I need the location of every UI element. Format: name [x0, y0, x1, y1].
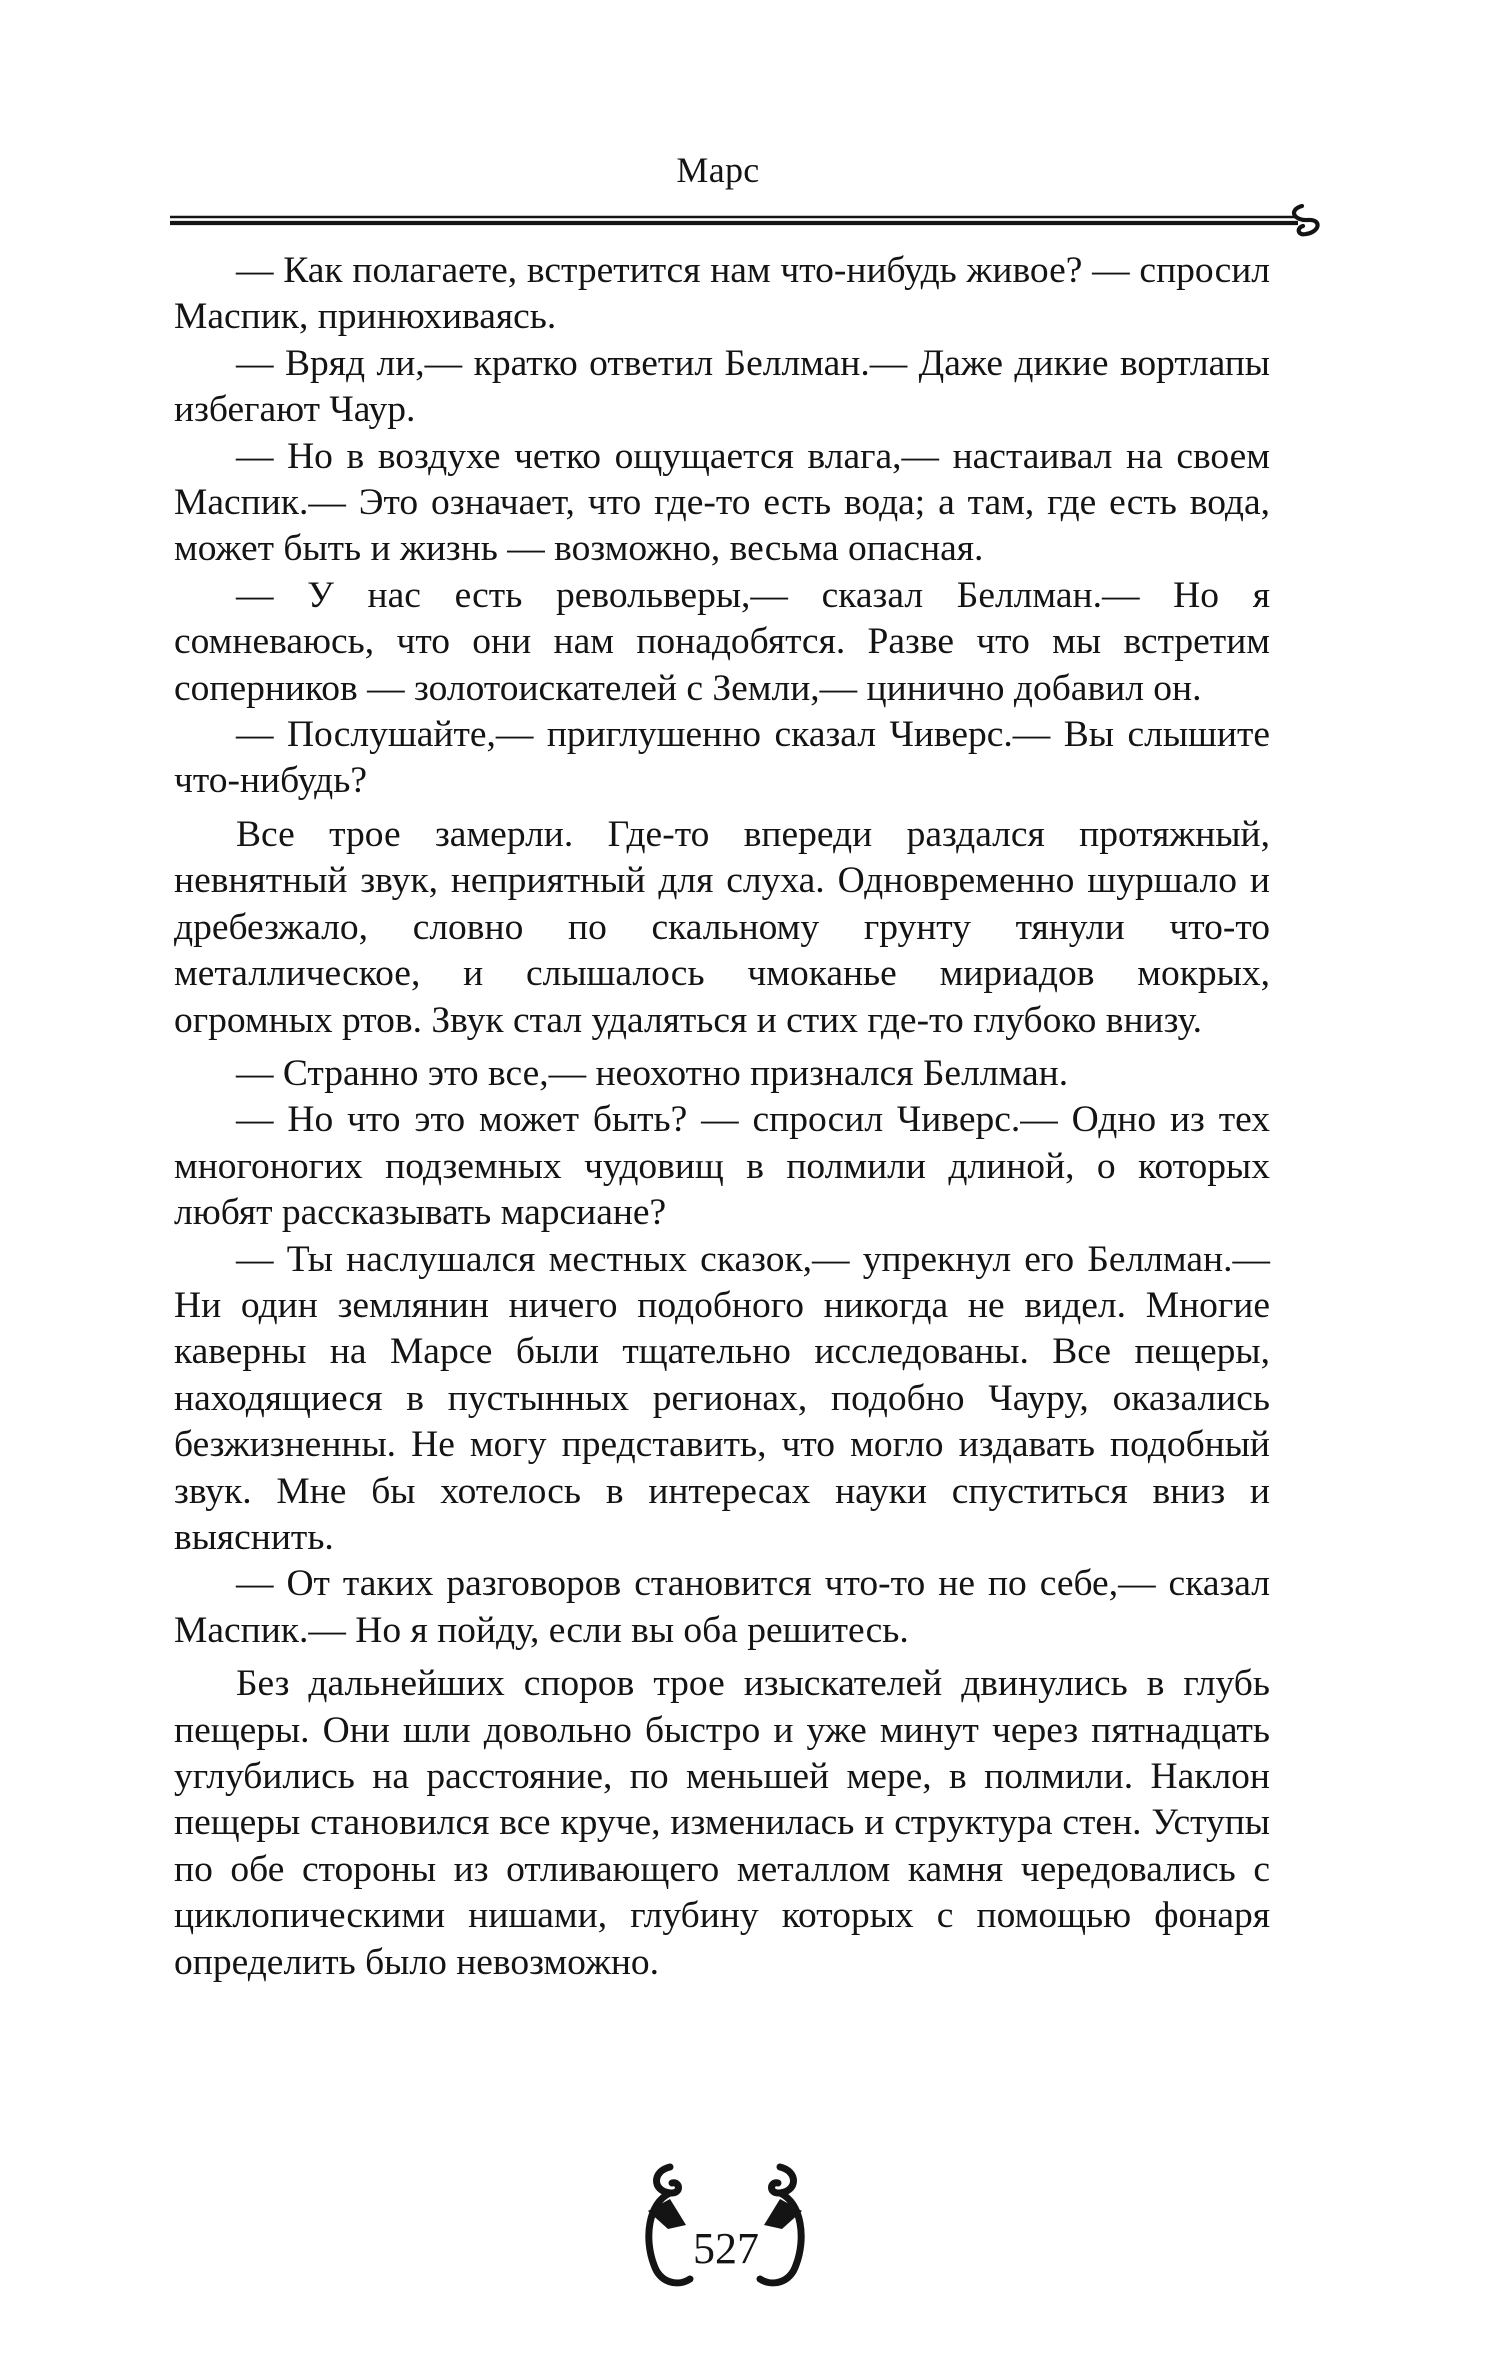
running-title: Марс	[676, 150, 760, 190]
paragraph: — Странно это все,— неохотно признался Беллман.	[236, 1052, 1069, 1094]
body-text	[174, 248, 1270, 1986]
paragraph: — Но в воздухе четко ощущается влага,— настаивал на своем Маспик.— Это означает, что где-то есть вода; а там, где есть вода, может быть и жизнь — возможно, весьма опасная.	[174, 435, 1270, 570]
page-number: 527	[693, 2224, 759, 2273]
paragraph: — Но что это может быть? — спросил Чиверс.— Одно из тех многоногих подземных чудовищ в полмили длиной, о которых любят рассказывать марсиане?	[174, 1099, 1270, 1234]
paragraph: — От таких разговоров становится что-то не по себе,— сказал Маспик.— Но я пойду, если вы оба решитесь.	[174, 1563, 1270, 1651]
paragraph: — У нас есть револьверы,— сказал Беллман.— Но я сомневаюсь, что они нам понадобятся. Разве что мы встретим соперников — золотоискателей с Земли,— цинично добавил он.	[174, 574, 1270, 709]
paragraph: — Вряд ли,— кратко ответил Беллман.— Даже дикие вортлапы избегают Чаур.	[174, 342, 1270, 431]
header-rule-ornament	[170, 204, 1342, 240]
paragraph: Без дальнейших споров трое изыскателей двинулись в глубь пещеры. Они шли довольно быстро и уже минут через пятнадцать углубились на расстояние, по меньшей мере, в полмили. Наклон пещеры становился все круче, изменилась и структура стен. Уступы по обе стороны из отливающего металлом камня чередовались с циклопическими нишами, глубину которых с помощью фонаря определить было невозможно.	[174, 1663, 1270, 1983]
paragraph: — Послушайте,— приглушенно сказал Чиверс.— Вы слышите что-нибудь?	[174, 714, 1270, 802]
paragraph: Все трое замерли. Где-то впереди раздался протяжный, невнятный звук, неприятный для слуха. Одновременно шуршало и дребезжало, словно по скальному грунту тянули что-то металлическое, и слышалось чмоканье мириадов мокрых, огромных ртов. Звук стал удаляться и стих где-то глубоко внизу.	[174, 813, 1270, 1041]
paragraph: — Как полагаете, встретится нам что-нибудь живое? — спросил Маспик, принюхиваясь.	[174, 250, 1270, 338]
paragraph: — Ты наслушался местных сказок,— упрекнул его Беллман.— Ни один землянин ничего подобного никогда не видел. Многие каверны на Марсе были тщательно исследованы. Все пещеры, находящиеся в пустынных регионах, подобно Чауру, оказались безжизненны. Не могу представить, что могло издавать подобный звук. Мне бы хотелось в интересах науки спуститься вниз и выяснить.	[174, 1238, 1270, 1558]
